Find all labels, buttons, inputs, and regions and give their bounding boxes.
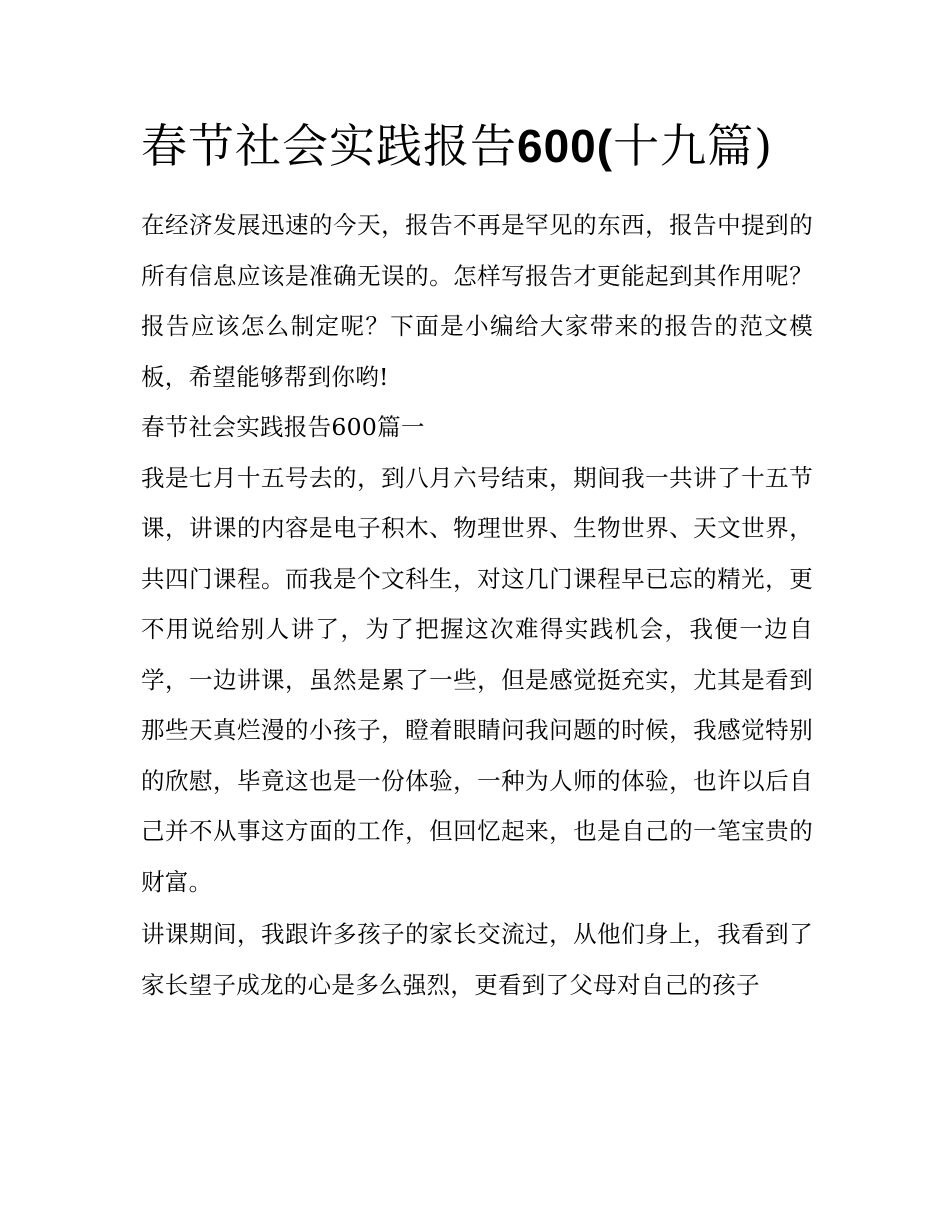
document-title	[141, 112, 801, 180]
title-number: 600(	[517, 120, 614, 172]
body-paragraph-2: 讲课期间，我跟许多孩子的家长交流过，从他们身上，我看到了家长望子成龙的心是多么强烈，更看到了父母对自己的孩子	[141, 920, 813, 999]
title-text-part1: 春节社会实践报告	[141, 119, 517, 173]
section-heading: 春节社会实践报告600篇一	[141, 413, 425, 441]
body-paragraph-1: 我是七月十五号去的，到八月六号结束，期间我一共讲了十五节课，讲课的内容是电子积木、物理世界、生物世界、天文世界，共四门课程。而我是个文科生，对这几门课程早已忘的精光，更不用说给别人讲了，为了把握这次难得实践机会，我便一边自学，一边讲课，虽然是累了一些，但是感觉挺充实，尤其是看到那些天真烂漫的小孩子，瞪着眼睛问我问题的时候，我感觉特别的欣慰，毕竟这也是一份体验，一种为人师的体验，也许以后自己并不从事这方面的工作，但回忆起来，也是自己的一笔宝贵的财富。	[141, 463, 813, 896]
intro-paragraph: 在经济发展迅速的今天，报告不再是罕见的东西，报告中提到的所有信息应该是准确无误的。怎样写报告才更能起到其作用呢？报告应该怎么制定呢？下面是小编给大家带来的报告的范文模板，希望能够帮到你哟!	[141, 211, 813, 391]
title-text-part2: 十九篇)	[613, 119, 774, 173]
document-body	[141, 112, 813, 1010]
